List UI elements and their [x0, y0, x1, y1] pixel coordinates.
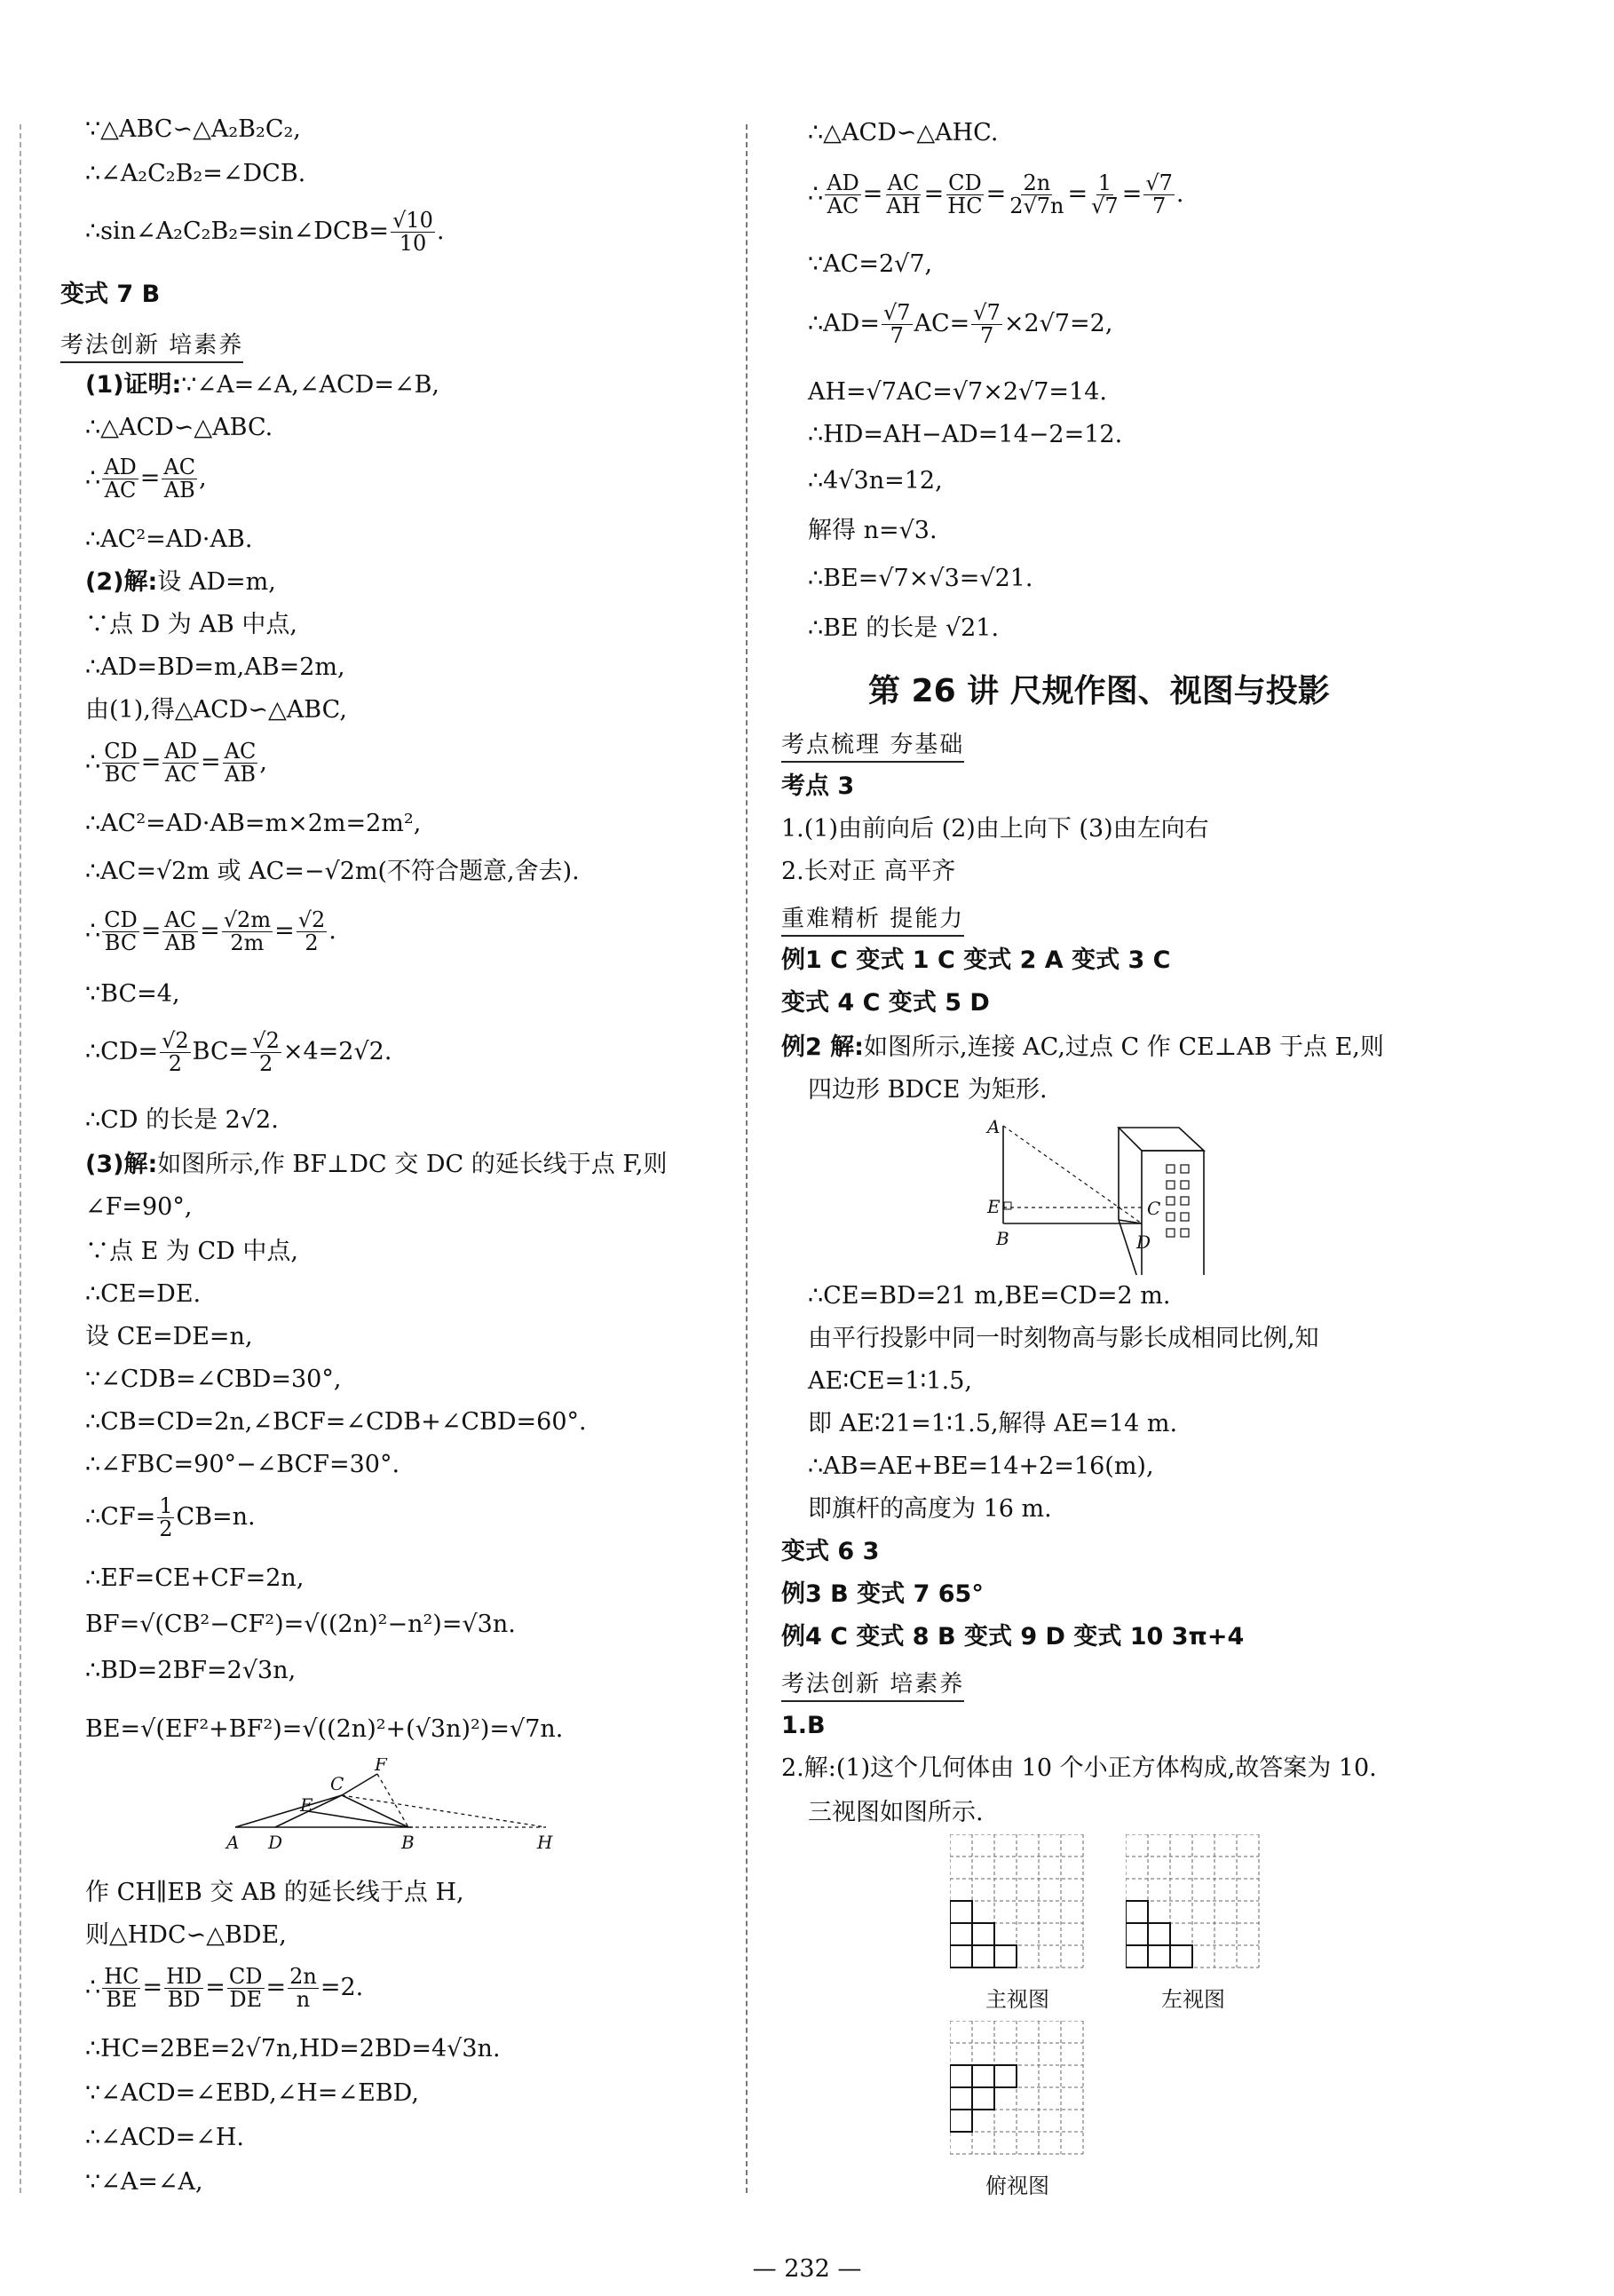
text-line: 即旗杆的高度为 16 m. [808, 1495, 1052, 1523]
fraction [1089, 172, 1120, 218]
numerator: AC [224, 739, 257, 764]
numerator: CD [228, 1964, 263, 1989]
text-line: 作 CH∥EB 交 AB 的延长线于点 H, [85, 1879, 464, 1906]
fraction [250, 1030, 281, 1075]
denominator: √7 [1091, 194, 1119, 219]
numerator: 1 [1097, 170, 1112, 195]
equation [85, 1495, 256, 1540]
numerator: AD [164, 739, 197, 764]
text-line: ∵点 E 为 CD 中点, [85, 1238, 298, 1265]
answer-line: 例1 C 变式 1 C 变式 2 A 变式 3 C [781, 946, 1171, 974]
text-line: ∵∠ACD=∠EBD,∠H=∠EBD, [85, 2079, 419, 2107]
denominator: 2 [258, 1051, 273, 1077]
text-line: ∴HD=AH−AD=14−2=12. [808, 421, 1123, 448]
text-line: ∴4√3n=12, [808, 467, 943, 495]
numerator: √2 [297, 907, 326, 932]
fraction [1143, 172, 1175, 218]
text-line: 2.长对正 高平齐 [781, 858, 956, 885]
numerator: HD [166, 1964, 202, 1989]
denominator: AB [163, 478, 195, 503]
denominator: HC [947, 194, 983, 219]
text-line: 1.(1)由前向后 (2)由上向下 (3)由左向右 [781, 815, 1209, 843]
fraction [102, 456, 138, 502]
denominator: AC [104, 478, 137, 503]
fraction [160, 1030, 191, 1075]
answer-line: 1.B [781, 1712, 826, 1739]
view-caption: 左视图 [1161, 1987, 1225, 2012]
section-heading: 考法创新 培素养 [60, 327, 243, 363]
numerator: AC [164, 907, 197, 932]
text-line: 即 AE∶21=1∶1.5,解得 AE=14 m. [808, 1410, 1178, 1437]
denominator: BE [106, 1987, 138, 2013]
answer-line: 变式 4 C 变式 5 D [781, 989, 990, 1017]
text-part: BC= [192, 1038, 249, 1066]
text-line: ∵△ABC∽△A₂B₂C₂, [85, 115, 301, 143]
page-number: — 232 — [752, 2255, 862, 2283]
fraction [227, 1966, 265, 2011]
denominator: n [296, 1987, 311, 2013]
text-line: ∴△ACD∽△ABC. [85, 414, 273, 441]
label: 例2 解: [781, 1033, 864, 1061]
denominator: DE [229, 1987, 263, 2013]
numerator: AC [887, 170, 920, 195]
view-caption: 主视图 [985, 1987, 1049, 2012]
building-figure [977, 1115, 1261, 1275]
numerator: √7 [1145, 170, 1173, 195]
top-view-grid [950, 2021, 1092, 2163]
text-line: ∵AC=2√7, [808, 250, 933, 278]
fraction [1008, 172, 1065, 218]
numerator: CD [104, 739, 138, 764]
text-line: ∴AC²=AD·AB=m×2m=2m², [85, 810, 422, 837]
text-line: 设 CE=DE=n, [85, 1323, 253, 1350]
text-line: ∠F=90°, [85, 1193, 193, 1221]
point-label: A [226, 1832, 240, 1853]
text-part: ∴CD= [85, 1038, 159, 1066]
text-line: ∵BC=4, [85, 980, 180, 1008]
numerator: AD [104, 455, 137, 479]
denominator: 7 [890, 323, 904, 349]
text-line: 由(1),得△ACD∽△ABC, [85, 696, 347, 724]
numerator: 2n [1023, 170, 1051, 195]
fraction [391, 210, 435, 255]
point-label: H [537, 1832, 553, 1853]
numerator: √7 [882, 300, 911, 325]
text-line [781, 1033, 1384, 1062]
text-line: 则△HDC∽△BDE, [85, 1921, 287, 1949]
fraction [222, 909, 273, 954]
view-caption: 俯视图 [985, 2173, 1049, 2198]
section-heading: 考法创新 培素养 [781, 1666, 964, 1702]
denominator: BD [167, 1987, 201, 2013]
text-line: ∴CD 的长是 2√2. [85, 1106, 279, 1134]
text-part: 如图所示,连接 AC,过点 C 作 CE⊥AB 于点 E,则 [863, 1033, 1384, 1061]
text-part: ∴AD= [808, 310, 880, 338]
text-part: 设 AD=m, [157, 568, 276, 596]
text-line [85, 1151, 667, 1179]
text-part: CB=n. [176, 1503, 256, 1532]
text-line: 由平行投影中同一时刻物高与影长成相同比例,知 [808, 1325, 1319, 1352]
text-part: AC= [914, 310, 970, 338]
denominator: 7 [1151, 194, 1167, 219]
lecture-title: 第 26 讲 尺规作图、视图与投影 [868, 673, 1330, 709]
text-line: BF=√(CB²−CF²)=√((2n)²−n²)=√3n. [85, 1611, 516, 1638]
fraction [288, 1966, 319, 2011]
front-view-grid [950, 1834, 1092, 1976]
point-label: D [268, 1832, 283, 1853]
numerator: AD [827, 170, 859, 195]
text-line: ∴CE=DE. [85, 1280, 202, 1308]
point-label-heading: 考点 3 [781, 772, 855, 800]
column-divider [746, 124, 748, 2193]
denominator: AB [164, 930, 196, 956]
text-line: ∴BE 的长是 √21. [808, 614, 1000, 642]
text-part: ∵∠A=∠A,∠ACD=∠B, [181, 371, 439, 399]
fraction [884, 172, 922, 218]
fraction [157, 1495, 174, 1540]
fraction [102, 909, 139, 954]
left-view-grid [1126, 1834, 1268, 1976]
page-margin-line [20, 124, 21, 2193]
text-part: ×4=2√2. [282, 1038, 392, 1066]
numerator: √10 [392, 208, 433, 233]
denominator: BC [104, 930, 138, 956]
label: (3)解: [85, 1151, 158, 1178]
text-line [85, 568, 276, 597]
text-line: ∴HC=2BE=2√7n,HD=2BD=4√3n. [85, 2035, 501, 2062]
fraction [164, 1966, 203, 2011]
fraction [162, 909, 198, 954]
text-line: 三视图如图所示. [808, 1799, 984, 1826]
text-line: ∵∠A=∠A, [85, 2168, 203, 2196]
point-label: C [330, 1773, 344, 1794]
fraction [223, 740, 258, 786]
fraction [971, 302, 1002, 347]
numerator: HC [104, 1964, 139, 1989]
text-line: ∴sin∠A₂C₂B₂=sin∠DCB= $\frac{√10}{10}$ . [85, 208, 445, 257]
section-heading: 重难精析 提能力 [781, 900, 964, 937]
point-label: E [987, 1196, 1001, 1217]
numerator: √2 [162, 1028, 189, 1053]
text-line [85, 371, 439, 400]
numerator: AC [163, 455, 196, 479]
fraction [297, 909, 328, 954]
numerator: √2m [223, 907, 272, 932]
text-line: AH=√7AC=√7×2√7=14. [808, 378, 1107, 406]
denominator: 2m [230, 930, 265, 956]
numerator: √7 [973, 300, 1001, 325]
numerator: 2n [289, 1964, 317, 1989]
variant-answer: 变式 7 B [60, 281, 161, 308]
text-line: ∴AD=BD=m,AB=2m, [85, 653, 345, 681]
text-line: ∴AC²=AD·AB. [85, 526, 253, 553]
text-part: ∴sin∠A₂C₂B₂=sin∠DCB= [85, 218, 390, 246]
fraction [825, 172, 861, 218]
label: (1)证明: [85, 371, 182, 399]
denominator: 2 [159, 1516, 173, 1542]
text-line: 2.解:(1)这个几何体由 10 个小正方体构成,故答案为 10. [781, 1754, 1377, 1782]
text-line: 四边形 BDCE 为矩形. [808, 1076, 1048, 1104]
denominator: AH [886, 194, 921, 219]
text-line: ∴EF=CE+CF=2n, [85, 1564, 305, 1592]
text-line: ∴△ACD∽△AHC. [808, 119, 999, 146]
text-line: ∴AB=AE+BE=14+2=16(m), [808, 1453, 1154, 1480]
equation [808, 302, 1112, 347]
point-label: A [987, 1116, 1001, 1137]
text-line: ∵∠CDB=∠CBD=30°, [85, 1366, 342, 1393]
equation [85, 1030, 392, 1075]
text-line: ∵点 D 为 AB 中点, [85, 611, 297, 638]
point-label: B [996, 1228, 1009, 1249]
fraction [945, 172, 984, 218]
numerator: √2 [252, 1028, 280, 1053]
equation: ∴ $\frac{AD}{AC}$ = $\frac{AC}{AH}$ = $\frac{CD}{HC}$ = $\frac{2n}{2√7n}$ = $\frac{1}{√7}$ = $\frac{√7}{7}$ . [808, 170, 1184, 219]
point-label: B [401, 1832, 415, 1853]
point-label: F [375, 1758, 387, 1775]
denominator: 2 [305, 930, 319, 956]
text-line: AE∶CE=1∶1.5, [808, 1367, 972, 1395]
text-part: 如图所示,作 BF⊥DC 交 DC 的延长线于点 F,则 [157, 1151, 668, 1178]
answer-line: 例3 B 变式 7 65° [781, 1580, 984, 1608]
text-line: ∴CE=BD=21 m,BE=CD=2 m. [808, 1282, 1171, 1310]
numerator: CD [948, 170, 982, 195]
denominator: 7 [979, 323, 994, 349]
text-line: ∴∠ACD=∠H. [85, 2124, 244, 2151]
denominator: AB [224, 762, 256, 788]
point-label: D [1136, 1231, 1151, 1253]
denominator: AC [164, 762, 197, 788]
text-part: =2. [320, 1974, 364, 2002]
text-line: ∴∠A₂C₂B₂=∠DCB. [85, 160, 306, 187]
text-line: ∴BD=2BF=2√3n, [85, 1657, 297, 1684]
denominator: BC [104, 762, 138, 788]
text-line: ∴CB=CD=2n,∠BCF=∠CDB+∠CBD=60°. [85, 1408, 587, 1436]
fraction [102, 1966, 140, 2011]
text-line: 解得 n=√3. [808, 517, 938, 544]
equation: ∴ $\frac{CD}{BC}$ = $\frac{AC}{AB}$ = $\frac{√2m}{2m}$ = $\frac{√2}{2}$ . [85, 907, 336, 956]
denominator: 2 [168, 1051, 183, 1077]
answer-line: 变式 6 3 [781, 1538, 880, 1565]
numerator: 1 [159, 1493, 173, 1518]
text-line: ∴BE=√7×√3=√21. [808, 565, 1033, 592]
answer-line: 例4 C 变式 8 B 变式 9 D 变式 10 3π+4 [781, 1623, 1245, 1651]
fraction [882, 302, 913, 347]
text-part: ∴CF= [85, 1503, 156, 1532]
text-line: ∴∠FBC=90°−∠BCF=30°. [85, 1451, 400, 1478]
numerator: CD [104, 907, 138, 932]
denominator: 2√7n [1009, 194, 1064, 219]
point-label: E [300, 1794, 313, 1816]
text-line: ∴AC=√2m 或 AC=−√2m(不符合题意,舍去). [85, 858, 580, 885]
equation: ∴ $\frac{CD}{BC}$ = $\frac{AD}{AC}$ = $\frac{AC}{AB}$ , [85, 739, 267, 788]
section-heading: 考点梳理 夯基础 [781, 726, 964, 763]
denominator: AC [827, 194, 859, 219]
label: (2)解: [85, 568, 158, 596]
denominator: 10 [399, 231, 427, 257]
point-label: C [1147, 1198, 1161, 1219]
text-part: ×2√7=2, [1003, 310, 1113, 338]
fraction [102, 740, 139, 786]
fraction [162, 740, 199, 786]
equation: ∴ $\frac{HC}{BE}$ = $\frac{HD}{BD}$ = $\frac{CD}{DE}$ = $\frac{2n}{n}$ =2. [85, 1964, 364, 2013]
equation: ∴ $\frac{AD}{AC}$ = $\frac{AC}{AB}$ , [85, 455, 207, 503]
fraction [162, 456, 197, 502]
text-line: BE=√(EF²+BF²)=√((2n)²+(√3n)²)=√7n. [85, 1715, 564, 1743]
triangle-figure [222, 1758, 559, 1856]
